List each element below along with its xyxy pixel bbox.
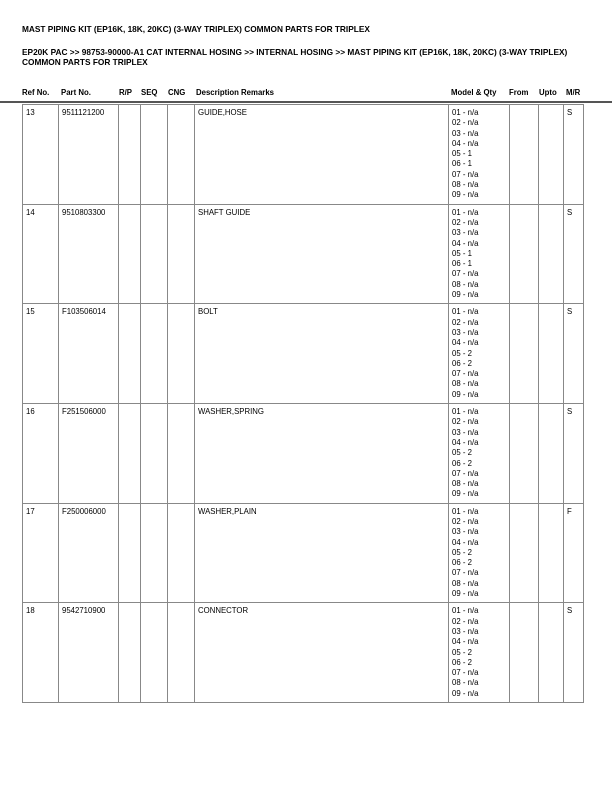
table-header: [0, 88, 612, 100]
model-qty-line: 03 - n/a: [452, 626, 479, 636]
part-no: 9510803300: [59, 204, 119, 304]
model-qty-line: 09 - n/a: [452, 290, 479, 300]
seq: [141, 304, 168, 404]
mr: F: [564, 503, 584, 603]
table-row: [23, 503, 584, 603]
parts-table: [22, 104, 584, 703]
model-qty-line: 01 - n/a: [452, 506, 479, 516]
model-qty-line: 06 - 1: [452, 259, 472, 269]
page-title: MAST PIPING KIT (EP16K, 18K, 20KC) (3-WAY TRIPLEX) COMMON PARTS FOR TRIPLEX: [22, 24, 370, 34]
from: [510, 404, 539, 504]
cng: [168, 204, 195, 304]
model-qty: [449, 204, 510, 304]
ref-no: 13: [23, 105, 59, 205]
col-rp: R/P: [119, 88, 132, 97]
ref-no: 17: [23, 503, 59, 603]
model-qty-line: 03 - n/a: [452, 228, 479, 238]
seq: [141, 503, 168, 603]
model-qty-line: 01 - n/a: [452, 606, 479, 616]
model-qty-line: 05 - 1: [452, 149, 472, 159]
part-no: 9542710900: [59, 603, 119, 703]
ref-no: 14: [23, 204, 59, 304]
model-qty-line: 02 - n/a: [452, 317, 479, 327]
model-qty-line: 02 - n/a: [452, 516, 479, 526]
model-qty-line: 07 - n/a: [452, 169, 479, 179]
table-row: [23, 603, 584, 703]
upto: [539, 105, 564, 205]
model-qty-line: 07 - n/a: [452, 269, 479, 279]
description: WASHER,PLAIN: [195, 503, 449, 603]
description: WASHER,SPRING: [195, 404, 449, 504]
rp: [119, 105, 141, 205]
model-qty-line: 05 - 2: [452, 547, 472, 557]
col-cng: CNG: [168, 88, 186, 97]
model-qty-line: 08 - n/a: [452, 379, 479, 389]
model-qty-line: 03 - n/a: [452, 427, 479, 437]
description: CONNECTOR: [195, 603, 449, 703]
table-row: [23, 105, 584, 205]
model-qty-line: 05 - 2: [452, 647, 472, 657]
upto: [539, 204, 564, 304]
model-qty-line: 05 - 2: [452, 448, 472, 458]
model-qty-line: 05 - 1: [452, 248, 472, 258]
model-qty-line: 07 - n/a: [452, 668, 479, 678]
model-qty-line: 01 - n/a: [452, 108, 479, 117]
model-qty-line: 04 - n/a: [452, 437, 479, 447]
model-qty-line: 02 - n/a: [452, 118, 479, 128]
upto: [539, 603, 564, 703]
table-row: [23, 404, 584, 504]
model-qty-line: 04 - n/a: [452, 338, 479, 348]
model-qty: [449, 304, 510, 404]
model-qty-line: 08 - n/a: [452, 180, 479, 190]
model-qty-line: 07 - n/a: [452, 468, 479, 478]
cng: [168, 404, 195, 504]
col-model-qty: Model & Qty: [451, 88, 497, 97]
model-qty-line: 06 - 2: [452, 558, 472, 568]
model-qty-line: 09 - n/a: [452, 489, 479, 499]
col-desc: Description Remarks: [196, 88, 274, 97]
rp: [119, 404, 141, 504]
model-qty-line: 03 - n/a: [452, 327, 479, 337]
col-upto: Upto: [539, 88, 557, 97]
mr: S: [564, 105, 584, 205]
part-no: F103506014: [59, 304, 119, 404]
upto: [539, 404, 564, 504]
col-mr: M/R: [566, 88, 581, 97]
seq: [141, 105, 168, 205]
header-divider: [0, 101, 612, 103]
model-qty-line: 07 - n/a: [452, 568, 479, 578]
model-qty-line: 03 - n/a: [452, 527, 479, 537]
mr: S: [564, 204, 584, 304]
model-qty: [449, 404, 510, 504]
model-qty-line: 04 - n/a: [452, 238, 479, 248]
model-qty: [449, 603, 510, 703]
model-qty-line: 01 - n/a: [452, 407, 479, 417]
breadcrumb: EP20K PAC >> 98753-90000-A1 CAT INTERNAL HOSING >> INTERNAL HOSING >> MAST PIPING KIT (EP16K, 18K, 20KC) (3-WAY TRIPLEX) COMMON PARTS FOR TRIPLEX: [22, 47, 568, 67]
from: [510, 503, 539, 603]
model-qty-line: 02 - n/a: [452, 217, 479, 227]
model-qty-line: 09 - n/a: [452, 688, 479, 698]
model-qty-line: 08 - n/a: [452, 279, 479, 289]
from: [510, 105, 539, 205]
cng: [168, 603, 195, 703]
table-row: [23, 304, 584, 404]
col-part: Part No.: [61, 88, 91, 97]
rp: [119, 304, 141, 404]
model-qty-line: 05 - 2: [452, 348, 472, 358]
mr: S: [564, 304, 584, 404]
model-qty-line: 06 - 2: [452, 657, 472, 667]
table-row: [23, 204, 584, 304]
description: BOLT: [195, 304, 449, 404]
rp: [119, 503, 141, 603]
col-from: From: [509, 88, 529, 97]
mr: S: [564, 404, 584, 504]
ref-no: 18: [23, 603, 59, 703]
mr: S: [564, 603, 584, 703]
model-qty-line: 06 - 1: [452, 159, 472, 169]
from: [510, 204, 539, 304]
model-qty-line: 06 - 2: [452, 458, 472, 468]
model-qty-line: 04 - n/a: [452, 637, 479, 647]
model-qty-line: 04 - n/a: [452, 138, 479, 148]
model-qty-line: 04 - n/a: [452, 537, 479, 547]
from: [510, 304, 539, 404]
upto: [539, 304, 564, 404]
from: [510, 603, 539, 703]
seq: [141, 404, 168, 504]
model-qty-line: 06 - 2: [452, 358, 472, 368]
part-no: F250006000: [59, 503, 119, 603]
model-qty-line: 09 - n/a: [452, 589, 479, 599]
rp: [119, 204, 141, 304]
model-qty: [449, 105, 510, 205]
rp: [119, 603, 141, 703]
model-qty-line: 08 - n/a: [452, 578, 479, 588]
col-ref: Ref No.: [22, 88, 50, 97]
description: SHAFT GUIDE: [195, 204, 449, 304]
seq: [141, 603, 168, 703]
model-qty-line: 02 - n/a: [452, 616, 479, 626]
ref-no: 15: [23, 304, 59, 404]
cng: [168, 304, 195, 404]
ref-no: 16: [23, 404, 59, 504]
model-qty-line: 01 - n/a: [452, 307, 479, 317]
model-qty-line: 09 - n/a: [452, 190, 479, 200]
part-no: F251506000: [59, 404, 119, 504]
model-qty-line: 08 - n/a: [452, 479, 479, 489]
col-seq: SEQ: [141, 88, 158, 97]
model-qty-line: 02 - n/a: [452, 417, 479, 427]
cng: [168, 105, 195, 205]
model-qty-line: 09 - n/a: [452, 389, 479, 399]
seq: [141, 204, 168, 304]
model-qty: [449, 503, 510, 603]
model-qty-line: 08 - n/a: [452, 678, 479, 688]
model-qty-line: 03 - n/a: [452, 128, 479, 138]
model-qty-line: 01 - n/a: [452, 207, 479, 217]
part-no: 9511121200: [59, 105, 119, 205]
model-qty-line: 07 - n/a: [452, 369, 479, 379]
upto: [539, 503, 564, 603]
description: GUIDE,HOSE: [195, 105, 449, 205]
cng: [168, 503, 195, 603]
